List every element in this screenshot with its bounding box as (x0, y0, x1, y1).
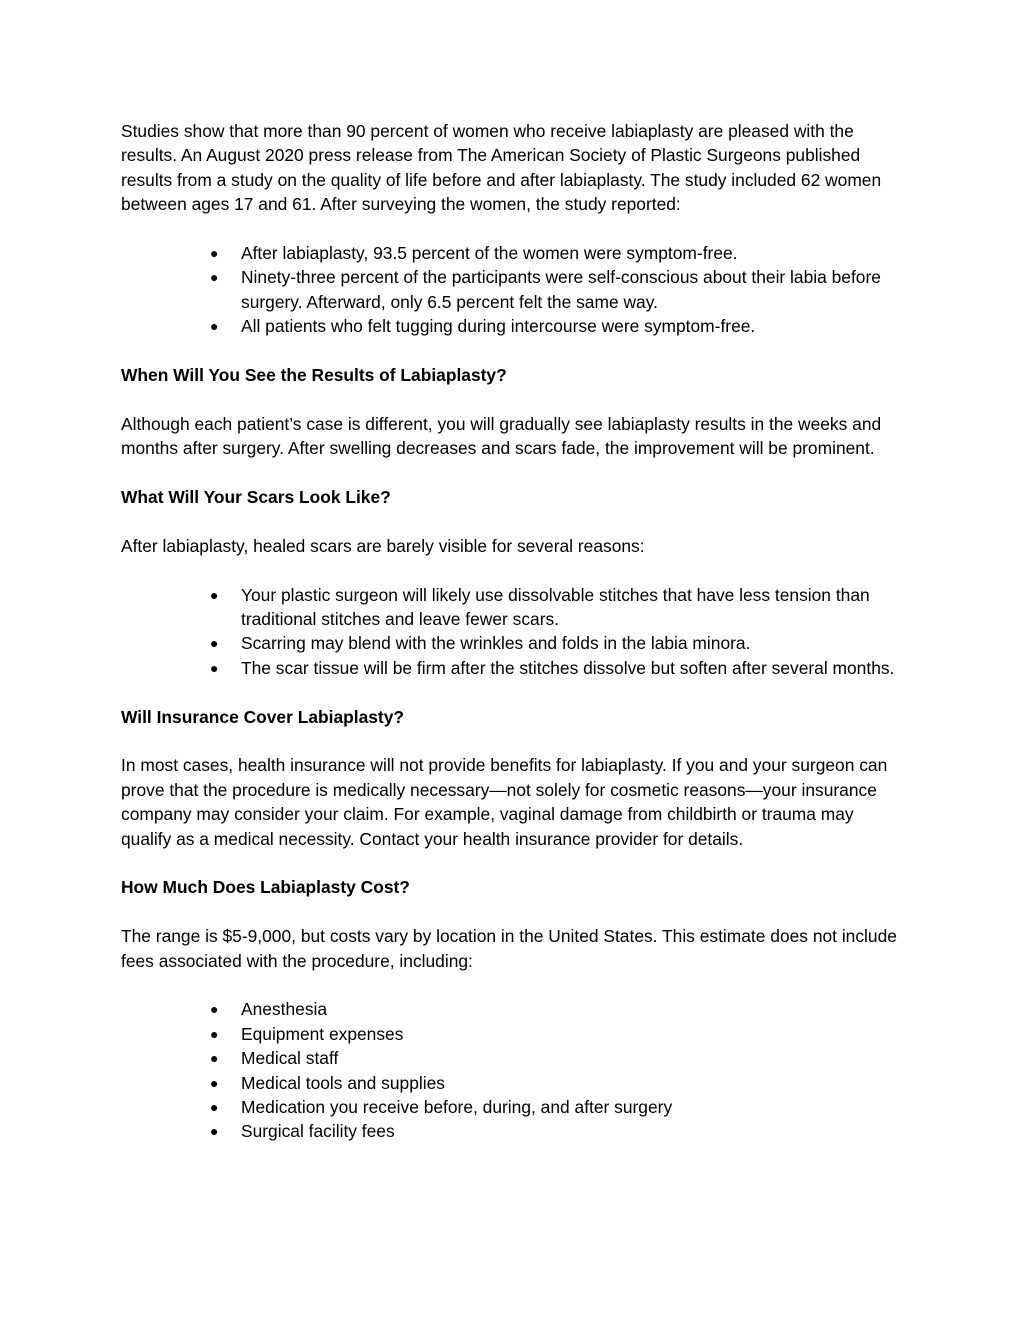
list-item: ● Medication you receive before, during, and after surgery (241, 1095, 903, 1119)
scars-list (121, 583, 903, 681)
bullet-icon: ● (210, 1123, 219, 1140)
list-item: ● Medical staff (241, 1046, 903, 1070)
results-paragraph: Although each patient’s case is different, you will gradually see labiaplasty results in the weeks and months after surgery. After swelling decreases and scars fade, the improvement will be prominent. (121, 413, 882, 459)
list-item: ● Scarring may blend with the wrinkles and folds in the labia minora. (241, 631, 903, 655)
list-item: ● The scar tissue will be firm after the stitches dissolve but soften after several months. (241, 656, 903, 680)
cost-paragraph: The range is $5-9,000, but costs vary by location in the United States. This estimate does not include fees associated with the procedure, including: (121, 926, 897, 971)
bullet-icon: ● (210, 269, 219, 286)
scars-paragraph: After labiaplasty, healed scars are barely visible for several reasons: (121, 535, 645, 556)
scars-heading: What Will Your Scars Look Like? (121, 487, 391, 508)
bullet-icon: ● (210, 1074, 219, 1091)
list-item: ● Your plastic surgeon will likely use dissolvable stitches that have less tension than traditional stitches and leave fewer scars. (210, 584, 870, 630)
results-heading: When Will You See the Results of Labiaplasty? (121, 365, 507, 386)
list-item: ● Surgical facility fees (241, 1119, 903, 1143)
document-page (121, 119, 903, 1168)
cost-heading: How Much Does Labiaplasty Cost? (121, 877, 410, 898)
intro-paragraph: Studies show that more than 90 percent of women who receive labiaplasty are pleased with the results. An August 2020 press release from The American Society of Plastic Surgeons published results from a study on the quality of life before and after labiaplasty. The study included 62 women between ages 17 and 61. After surveying the women, the study reported: (121, 121, 882, 215)
list-item: ● All patients who felt tugging during intercourse were symptom-free. (241, 314, 903, 338)
bullet-icon: ● (210, 1025, 219, 1042)
bullet-icon: ● (210, 318, 219, 335)
insurance-paragraph: In most cases, health insurance will not provide benefits for labiaplasty. If you and your surgeon can prove that the procedure is medically necessary—not solely for cosmetic reasons—your insurance company may consider your claim. For example, vaginal damage from childbirth or trauma may qualify as a medical necessity. Contact your health insurance provider for details. (121, 755, 888, 849)
cost-fees-list (121, 997, 903, 1143)
insurance-heading: Will Insurance Cover Labiaplasty? (121, 706, 405, 727)
bullet-icon: ● (210, 635, 219, 652)
bullet-icon: ● (210, 1050, 219, 1067)
list-item: ● After labiaplasty, 93.5 percent of the women were symptom-free. (241, 241, 903, 265)
bullet-icon: ● (210, 1099, 219, 1116)
list-item: ● Anesthesia (241, 997, 903, 1021)
list-item: ● Medical tools and supplies (241, 1071, 903, 1095)
list-item: ● Equipment expenses (241, 1022, 903, 1046)
bullet-icon: ● (210, 659, 219, 676)
bullet-icon: ● (210, 586, 219, 603)
bullet-icon: ● (210, 245, 219, 262)
bullet-icon: ● (210, 1001, 219, 1018)
study-results-list (121, 241, 903, 339)
list-item: ● Ninety-three percent of the participants were self-conscious about their labia before surgery. Afterward, only 6.5 percent felt the same way. (210, 267, 881, 312)
